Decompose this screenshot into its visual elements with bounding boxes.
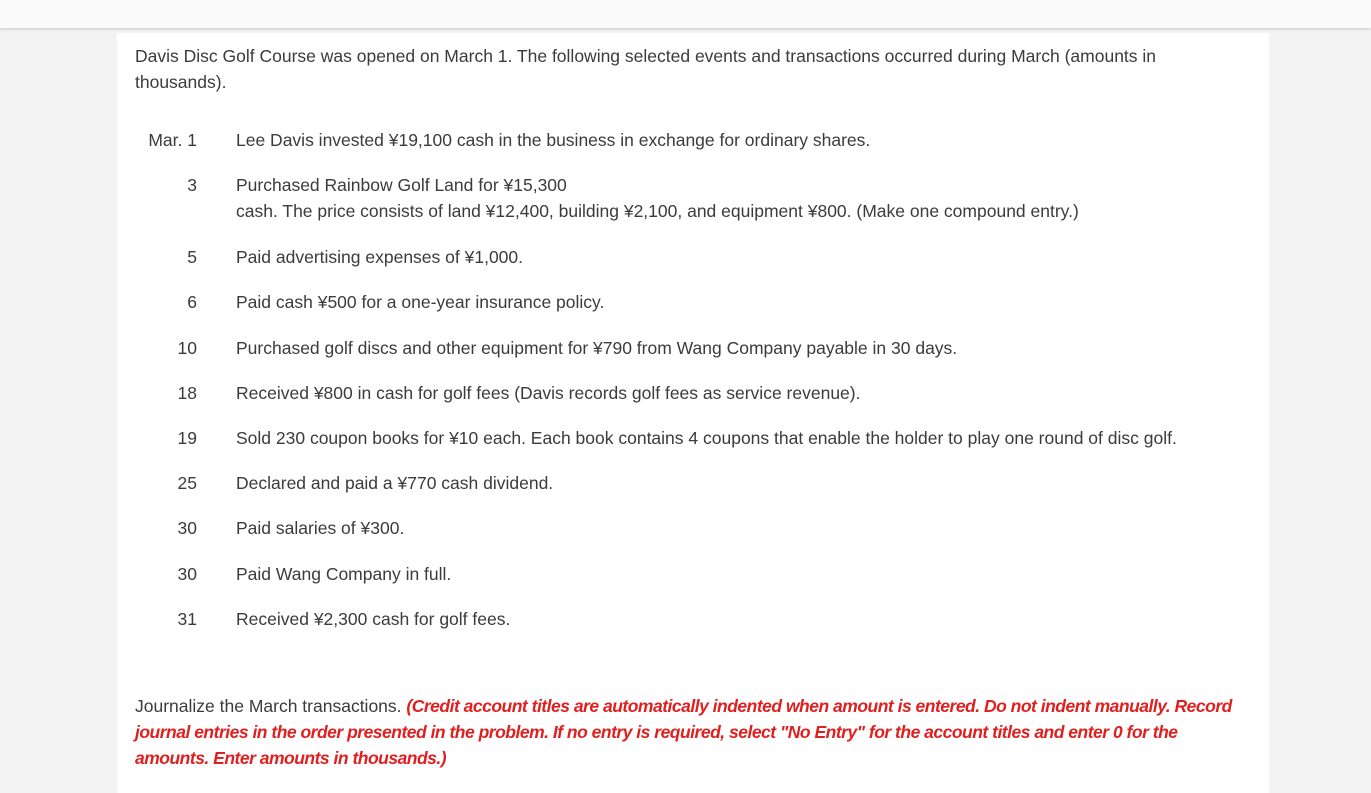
event-description	[236, 172, 1256, 224]
event-description: Paid cash ¥500 for a one-year insurance policy.	[236, 292, 605, 312]
event-row	[117, 380, 1269, 425]
event-row	[117, 244, 1269, 289]
problem-intro: Davis Disc Golf Course was opened on March 1. The following selected events and transactions occurred during March (amounts in thousands).	[135, 46, 1157, 92]
event-description: Paid salaries of ¥300.	[236, 518, 405, 538]
event-date: 25	[177, 473, 197, 493]
event-date: 5	[187, 247, 197, 267]
event-row	[117, 172, 1269, 244]
events-list	[117, 127, 1269, 651]
event-date: Mar. 1	[148, 130, 197, 150]
event-row	[117, 515, 1269, 561]
event-description-line: Purchased Rainbow Golf Land for ¥15,300	[236, 175, 567, 195]
event-date: 30	[177, 518, 197, 538]
event-row	[117, 127, 1269, 172]
instructions-note: (Credit account titles are automatically indented when amount is entered. Do not indent manually. Record journal entries in the order presented in the problem. If no entry is required, select "No Entry" for the account titles and enter 0 for the amounts. Enter amounts in thousands.)	[135, 696, 1232, 768]
event-description: Received ¥800 in cash for golf fees (Davis records golf fees as service revenue).	[236, 383, 861, 403]
instructions-lead: Journalize the March transactions.	[135, 696, 402, 716]
event-description: Purchased golf discs and other equipment for ¥790 from Wang Company payable in 30 days.	[236, 338, 958, 358]
event-date: 31	[177, 609, 197, 629]
event-row	[117, 470, 1269, 515]
event-date: 18	[177, 383, 197, 403]
event-description: Received ¥2,300 cash for golf fees.	[236, 609, 511, 629]
event-description: Paid advertising expenses of ¥1,000.	[236, 247, 523, 267]
event-description: Paid Wang Company in full.	[236, 564, 452, 584]
event-row	[117, 561, 1269, 606]
event-date: 10	[177, 338, 197, 358]
event-date: 19	[177, 428, 197, 448]
event-description: Sold 230 coupon books for ¥10 each. Each book contains 4 coupons that enable the holder to play one round of disc golf.	[236, 428, 1177, 448]
event-description-line: cash. The price consists of land ¥12,400, building ¥2,100, and equipment ¥800. (Make one compound entry.)	[236, 201, 1079, 221]
event-row	[117, 289, 1269, 335]
event-row	[117, 606, 1269, 651]
event-description: Declared and paid a ¥770 cash dividend.	[236, 473, 554, 493]
event-date: 3	[187, 175, 197, 195]
problem-panel	[117, 33, 1269, 793]
instructions	[135, 693, 1255, 771]
event-date: 30	[177, 564, 197, 584]
event-description: Lee Davis invested ¥19,100 cash in the business in exchange for ordinary shares.	[236, 130, 871, 150]
event-date: 6	[187, 292, 197, 312]
top-bar	[0, 0, 1371, 28]
event-row	[117, 425, 1269, 470]
event-row	[117, 335, 1269, 380]
